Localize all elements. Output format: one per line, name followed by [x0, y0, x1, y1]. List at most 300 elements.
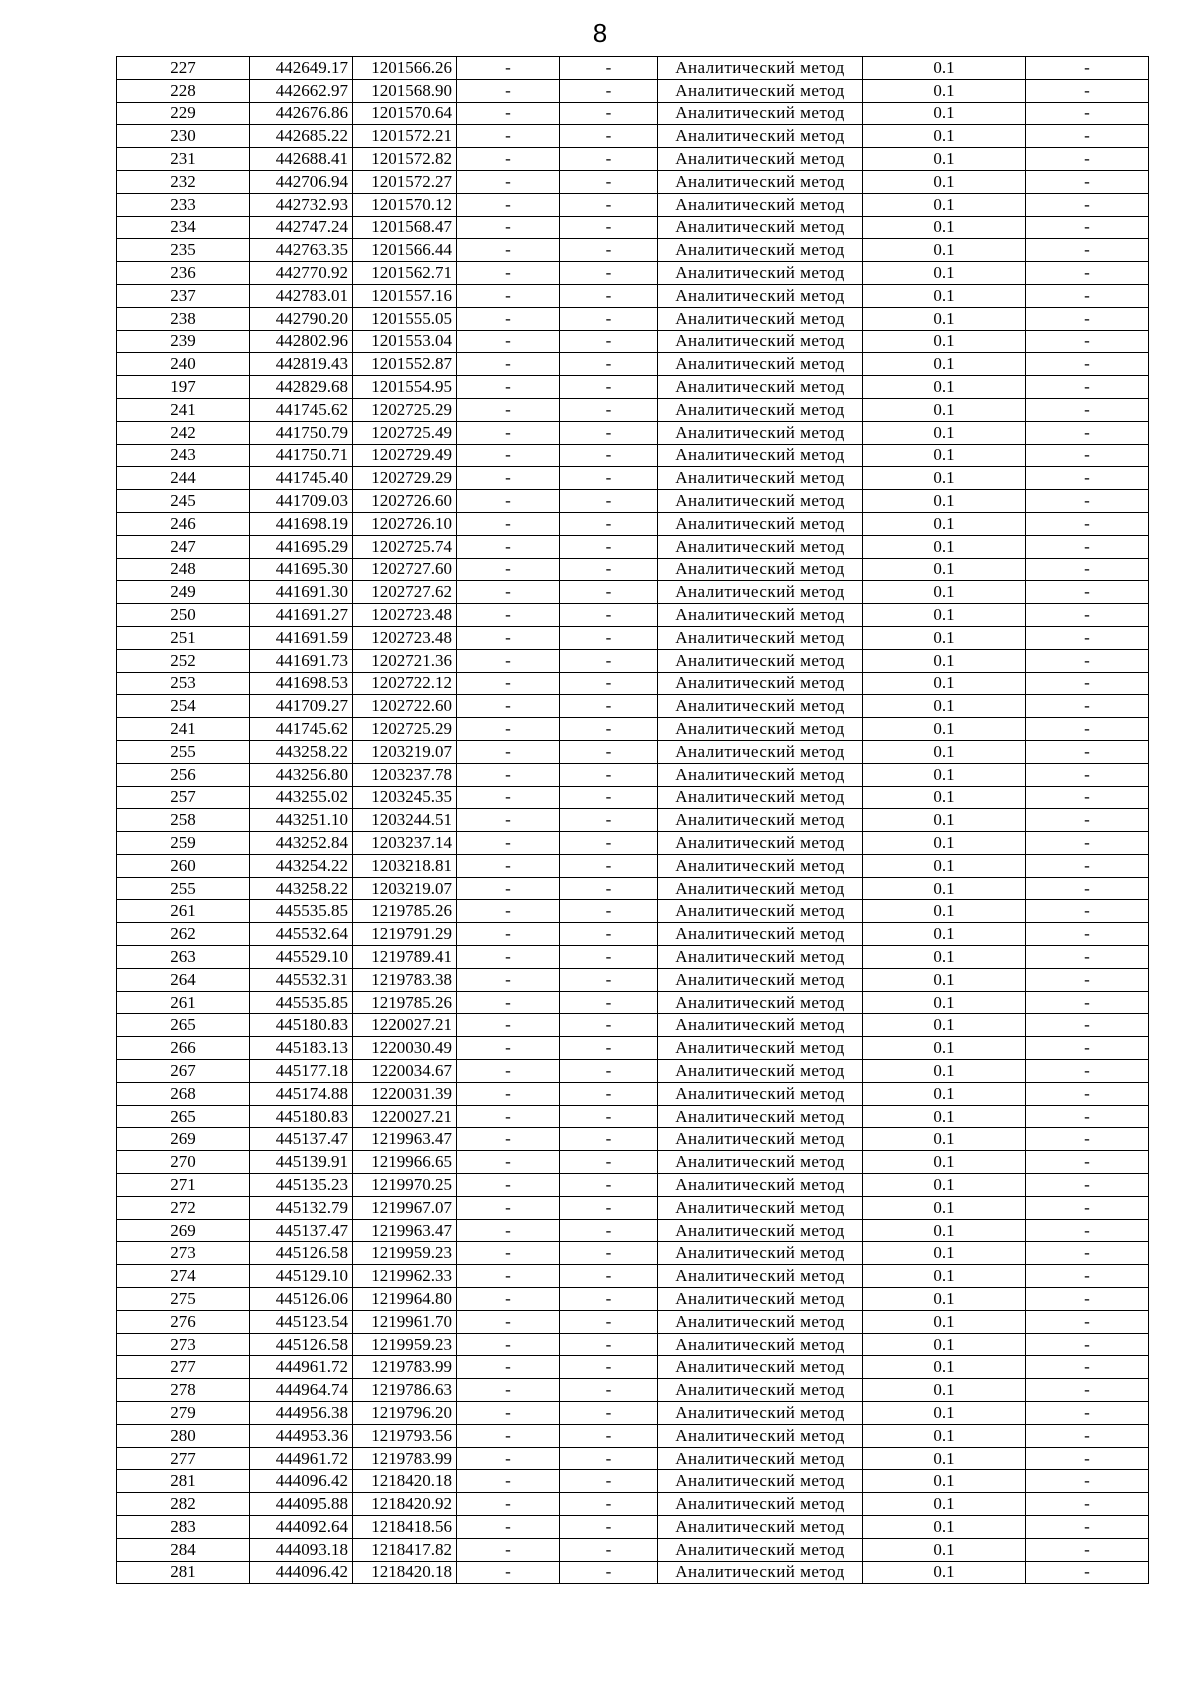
method-cell: Аналитический метод	[658, 125, 863, 148]
dash-cell: -	[1026, 809, 1149, 832]
dash-cell: -	[1026, 695, 1149, 718]
dash-cell: -	[1026, 1082, 1149, 1105]
accuracy-cell: 0.1	[863, 1265, 1026, 1288]
x-coordinate-cell: 443254.22	[250, 854, 353, 877]
x-coordinate-cell: 443258.22	[250, 877, 353, 900]
point-number-cell: 266	[117, 1037, 250, 1060]
table-row	[117, 832, 1149, 855]
x-coordinate-cell: 445174.88	[250, 1082, 353, 1105]
x-coordinate-cell: 442790.20	[250, 307, 353, 330]
dash-cell: -	[560, 1151, 658, 1174]
dash-cell: -	[560, 1356, 658, 1379]
method-cell: Аналитический метод	[658, 444, 863, 467]
method-cell: Аналитический метод	[658, 398, 863, 421]
dash-cell: -	[1026, 1060, 1149, 1083]
dash-cell: -	[1026, 1151, 1149, 1174]
dash-cell: -	[1026, 467, 1149, 490]
accuracy-cell: 0.1	[863, 193, 1026, 216]
dash-cell: -	[1026, 1447, 1149, 1470]
dash-cell: -	[1026, 170, 1149, 193]
dash-cell: -	[560, 193, 658, 216]
point-number-cell: 280	[117, 1424, 250, 1447]
dash-cell: -	[1026, 558, 1149, 581]
point-number-cell: 255	[117, 877, 250, 900]
dash-cell: -	[560, 512, 658, 535]
method-cell: Аналитический метод	[658, 535, 863, 558]
table-row	[117, 1105, 1149, 1128]
point-number-cell: 271	[117, 1174, 250, 1197]
x-coordinate-cell: 444092.64	[250, 1516, 353, 1539]
accuracy-cell: 0.1	[863, 467, 1026, 490]
y-coordinate-cell: 1219789.41	[353, 946, 457, 969]
dash-cell: -	[560, 1402, 658, 1425]
accuracy-cell: 0.1	[863, 125, 1026, 148]
accuracy-cell: 0.1	[863, 604, 1026, 627]
dash-cell: -	[560, 626, 658, 649]
point-number-cell: 249	[117, 581, 250, 604]
dash-cell: -	[1026, 307, 1149, 330]
y-coordinate-cell: 1219970.25	[353, 1174, 457, 1197]
accuracy-cell: 0.1	[863, 854, 1026, 877]
accuracy-cell: 0.1	[863, 216, 1026, 239]
dash-cell: -	[1026, 1310, 1149, 1333]
dash-cell: -	[1026, 900, 1149, 923]
x-coordinate-cell: 445535.85	[250, 991, 353, 1014]
dash-cell: -	[457, 1333, 560, 1356]
x-coordinate-cell: 441745.40	[250, 467, 353, 490]
dash-cell: -	[457, 79, 560, 102]
table-row	[117, 877, 1149, 900]
method-cell: Аналитический метод	[658, 262, 863, 285]
dash-cell: -	[1026, 79, 1149, 102]
dash-cell: -	[560, 900, 658, 923]
table-row	[117, 1538, 1149, 1561]
dash-cell: -	[560, 1242, 658, 1265]
dash-cell: -	[560, 1538, 658, 1561]
y-coordinate-cell: 1202725.74	[353, 535, 457, 558]
method-cell: Аналитический метод	[658, 1151, 863, 1174]
table-row	[117, 1402, 1149, 1425]
dash-cell: -	[457, 1105, 560, 1128]
dash-cell: -	[560, 1470, 658, 1493]
method-cell: Аналитический метод	[658, 1310, 863, 1333]
y-coordinate-cell: 1202723.48	[353, 604, 457, 627]
accuracy-cell: 0.1	[863, 512, 1026, 535]
dash-cell: -	[560, 148, 658, 171]
y-coordinate-cell: 1218417.82	[353, 1538, 457, 1561]
dash-cell: -	[1026, 1538, 1149, 1561]
table-row	[117, 1037, 1149, 1060]
point-number-cell: 263	[117, 946, 250, 969]
dash-cell: -	[457, 490, 560, 513]
y-coordinate-cell: 1203219.07	[353, 740, 457, 763]
dash-cell: -	[457, 353, 560, 376]
point-number-cell: 247	[117, 535, 250, 558]
x-coordinate-cell: 445129.10	[250, 1265, 353, 1288]
method-cell: Аналитический метод	[658, 1014, 863, 1037]
table-row	[117, 1219, 1149, 1242]
accuracy-cell: 0.1	[863, 1516, 1026, 1539]
x-coordinate-cell: 445183.13	[250, 1037, 353, 1060]
table-row	[117, 193, 1149, 216]
accuracy-cell: 0.1	[863, 1402, 1026, 1425]
dash-cell: -	[560, 1447, 658, 1470]
x-coordinate-cell: 442706.94	[250, 170, 353, 193]
x-coordinate-cell: 443255.02	[250, 786, 353, 809]
dash-cell: -	[457, 284, 560, 307]
dash-cell: -	[1026, 649, 1149, 672]
method-cell: Аналитический метод	[658, 604, 863, 627]
point-number-cell: 254	[117, 695, 250, 718]
accuracy-cell: 0.1	[863, 1128, 1026, 1151]
y-coordinate-cell: 1201555.05	[353, 307, 457, 330]
table-row	[117, 1128, 1149, 1151]
method-cell: Аналитический метод	[658, 421, 863, 444]
accuracy-cell: 0.1	[863, 581, 1026, 604]
table-row	[117, 330, 1149, 353]
x-coordinate-cell: 441709.03	[250, 490, 353, 513]
dash-cell: -	[1026, 1470, 1149, 1493]
accuracy-cell: 0.1	[863, 626, 1026, 649]
dash-cell: -	[1026, 398, 1149, 421]
x-coordinate-cell: 444095.88	[250, 1493, 353, 1516]
dash-cell: -	[1026, 946, 1149, 969]
table-row	[117, 946, 1149, 969]
dash-cell: -	[457, 1242, 560, 1265]
dash-cell: -	[457, 558, 560, 581]
table-row	[117, 1310, 1149, 1333]
dash-cell: -	[1026, 923, 1149, 946]
table-row	[117, 1196, 1149, 1219]
y-coordinate-cell: 1201557.16	[353, 284, 457, 307]
x-coordinate-cell: 441750.71	[250, 444, 353, 467]
dash-cell: -	[457, 923, 560, 946]
dash-cell: -	[560, 809, 658, 832]
y-coordinate-cell: 1219964.80	[353, 1288, 457, 1311]
y-coordinate-cell: 1219962.33	[353, 1265, 457, 1288]
dash-cell: -	[1026, 1516, 1149, 1539]
x-coordinate-cell: 445137.47	[250, 1219, 353, 1242]
method-cell: Аналитический метод	[658, 900, 863, 923]
x-coordinate-cell: 443251.10	[250, 809, 353, 832]
dash-cell: -	[560, 239, 658, 262]
method-cell: Аналитический метод	[658, 991, 863, 1014]
dash-cell: -	[457, 1516, 560, 1539]
x-coordinate-cell: 442662.97	[250, 79, 353, 102]
y-coordinate-cell: 1201570.64	[353, 102, 457, 125]
point-number-cell: 275	[117, 1288, 250, 1311]
y-coordinate-cell: 1201572.82	[353, 148, 457, 171]
accuracy-cell: 0.1	[863, 284, 1026, 307]
table-row	[117, 467, 1149, 490]
y-coordinate-cell: 1219791.29	[353, 923, 457, 946]
point-number-cell: 244	[117, 467, 250, 490]
accuracy-cell: 0.1	[863, 900, 1026, 923]
method-cell: Аналитический метод	[658, 1333, 863, 1356]
method-cell: Аналитический метод	[658, 193, 863, 216]
dash-cell: -	[457, 1037, 560, 1060]
dash-cell: -	[1026, 216, 1149, 239]
table-row	[117, 376, 1149, 399]
y-coordinate-cell: 1219963.47	[353, 1219, 457, 1242]
method-cell: Аналитический метод	[658, 558, 863, 581]
y-coordinate-cell: 1202722.60	[353, 695, 457, 718]
y-coordinate-cell: 1219793.56	[353, 1424, 457, 1447]
table-row	[117, 239, 1149, 262]
dash-cell: -	[560, 1288, 658, 1311]
method-cell: Аналитический метод	[658, 512, 863, 535]
point-number-cell: 277	[117, 1356, 250, 1379]
point-number-cell: 251	[117, 626, 250, 649]
point-number-cell: 240	[117, 353, 250, 376]
dash-cell: -	[1026, 444, 1149, 467]
point-number-cell: 241	[117, 398, 250, 421]
dash-cell: -	[1026, 1561, 1149, 1584]
dash-cell: -	[457, 307, 560, 330]
accuracy-cell: 0.1	[863, 1014, 1026, 1037]
y-coordinate-cell: 1219783.99	[353, 1447, 457, 1470]
table-row	[117, 854, 1149, 877]
y-coordinate-cell: 1219959.23	[353, 1333, 457, 1356]
table-row	[117, 1082, 1149, 1105]
x-coordinate-cell: 443252.84	[250, 832, 353, 855]
y-coordinate-cell: 1201572.27	[353, 170, 457, 193]
y-coordinate-cell: 1219783.99	[353, 1356, 457, 1379]
x-coordinate-cell: 441691.27	[250, 604, 353, 627]
y-coordinate-cell: 1218420.18	[353, 1561, 457, 1584]
accuracy-cell: 0.1	[863, 79, 1026, 102]
table-row	[117, 1288, 1149, 1311]
method-cell: Аналитический метод	[658, 1128, 863, 1151]
dash-cell: -	[1026, 1105, 1149, 1128]
point-number-cell: 248	[117, 558, 250, 581]
accuracy-cell: 0.1	[863, 1060, 1026, 1083]
x-coordinate-cell: 442685.22	[250, 125, 353, 148]
table-row	[117, 421, 1149, 444]
dash-cell: -	[1026, 968, 1149, 991]
dash-cell: -	[1026, 832, 1149, 855]
y-coordinate-cell: 1203244.51	[353, 809, 457, 832]
accuracy-cell: 0.1	[863, 558, 1026, 581]
x-coordinate-cell: 445135.23	[250, 1174, 353, 1197]
dash-cell: -	[560, 102, 658, 125]
point-number-cell: 232	[117, 170, 250, 193]
dash-cell: -	[560, 604, 658, 627]
table-row	[117, 1493, 1149, 1516]
point-number-cell: 265	[117, 1105, 250, 1128]
accuracy-cell: 0.1	[863, 1196, 1026, 1219]
dash-cell: -	[457, 1470, 560, 1493]
dash-cell: -	[1026, 102, 1149, 125]
table-row	[117, 125, 1149, 148]
dash-cell: -	[1026, 193, 1149, 216]
x-coordinate-cell: 444964.74	[250, 1379, 353, 1402]
method-cell: Аналитический метод	[658, 1561, 863, 1584]
table-row	[117, 786, 1149, 809]
dash-cell: -	[560, 1128, 658, 1151]
table-row	[117, 900, 1149, 923]
dash-cell: -	[560, 649, 658, 672]
point-number-cell: 282	[117, 1493, 250, 1516]
accuracy-cell: 0.1	[863, 1493, 1026, 1516]
table-row	[117, 1516, 1149, 1539]
accuracy-cell: 0.1	[863, 1242, 1026, 1265]
table-body	[117, 57, 1149, 1584]
method-cell: Аналитический метод	[658, 1196, 863, 1219]
point-number-cell: 227	[117, 57, 250, 80]
y-coordinate-cell: 1220031.39	[353, 1082, 457, 1105]
dash-cell: -	[457, 1402, 560, 1425]
dash-cell: -	[560, 262, 658, 285]
dash-cell: -	[1026, 740, 1149, 763]
dash-cell: -	[457, 421, 560, 444]
x-coordinate-cell: 442747.24	[250, 216, 353, 239]
y-coordinate-cell: 1220027.21	[353, 1105, 457, 1128]
accuracy-cell: 0.1	[863, 330, 1026, 353]
dash-cell: -	[1026, 1288, 1149, 1311]
dash-cell: -	[560, 763, 658, 786]
x-coordinate-cell: 442770.92	[250, 262, 353, 285]
accuracy-cell: 0.1	[863, 946, 1026, 969]
dash-cell: -	[1026, 284, 1149, 307]
dash-cell: -	[457, 877, 560, 900]
accuracy-cell: 0.1	[863, 1174, 1026, 1197]
accuracy-cell: 0.1	[863, 923, 1026, 946]
x-coordinate-cell: 441750.79	[250, 421, 353, 444]
table-row	[117, 148, 1149, 171]
dash-cell: -	[560, 1105, 658, 1128]
dash-cell: -	[457, 1082, 560, 1105]
accuracy-cell: 0.1	[863, 170, 1026, 193]
table-row	[117, 809, 1149, 832]
point-number-cell: 269	[117, 1128, 250, 1151]
dash-cell: -	[1026, 991, 1149, 1014]
method-cell: Аналитический метод	[658, 1447, 863, 1470]
method-cell: Аналитический метод	[658, 1265, 863, 1288]
dash-cell: -	[560, 330, 658, 353]
method-cell: Аналитический метод	[658, 1219, 863, 1242]
method-cell: Аналитический метод	[658, 1470, 863, 1493]
point-number-cell: 228	[117, 79, 250, 102]
x-coordinate-cell: 441709.27	[250, 695, 353, 718]
dash-cell: -	[560, 740, 658, 763]
dash-cell: -	[457, 1288, 560, 1311]
point-number-cell: 253	[117, 672, 250, 695]
y-coordinate-cell: 1201566.26	[353, 57, 457, 80]
method-cell: Аналитический метод	[658, 740, 863, 763]
method-cell: Аналитический метод	[658, 832, 863, 855]
point-number-cell: 233	[117, 193, 250, 216]
point-number-cell: 242	[117, 421, 250, 444]
point-number-cell: 276	[117, 1310, 250, 1333]
y-coordinate-cell: 1203237.14	[353, 832, 457, 855]
table-row	[117, 763, 1149, 786]
method-cell: Аналитический метод	[658, 718, 863, 741]
point-number-cell: 258	[117, 809, 250, 832]
dash-cell: -	[560, 832, 658, 855]
dash-cell: -	[457, 1151, 560, 1174]
x-coordinate-cell: 444961.72	[250, 1447, 353, 1470]
point-number-cell: 245	[117, 490, 250, 513]
point-number-cell: 250	[117, 604, 250, 627]
accuracy-cell: 0.1	[863, 1447, 1026, 1470]
dash-cell: -	[457, 1196, 560, 1219]
dash-cell: -	[1026, 239, 1149, 262]
dash-cell: -	[457, 1060, 560, 1083]
y-coordinate-cell: 1219961.70	[353, 1310, 457, 1333]
dash-cell: -	[560, 1516, 658, 1539]
method-cell: Аналитический метод	[658, 353, 863, 376]
dash-cell: -	[457, 444, 560, 467]
point-number-cell: 265	[117, 1014, 250, 1037]
point-number-cell: 283	[117, 1516, 250, 1539]
dash-cell: -	[1026, 763, 1149, 786]
y-coordinate-cell: 1203245.35	[353, 786, 457, 809]
dash-cell: -	[1026, 376, 1149, 399]
dash-cell: -	[1026, 626, 1149, 649]
method-cell: Аналитический метод	[658, 626, 863, 649]
table-row	[117, 1174, 1149, 1197]
accuracy-cell: 0.1	[863, 1561, 1026, 1584]
x-coordinate-cell: 442649.17	[250, 57, 353, 80]
dash-cell: -	[560, 581, 658, 604]
point-number-cell: 237	[117, 284, 250, 307]
dash-cell: -	[1026, 57, 1149, 80]
y-coordinate-cell: 1202729.29	[353, 467, 457, 490]
dash-cell: -	[457, 672, 560, 695]
table-row	[117, 216, 1149, 239]
dash-cell: -	[1026, 421, 1149, 444]
dash-cell: -	[560, 1310, 658, 1333]
y-coordinate-cell: 1219796.20	[353, 1402, 457, 1425]
method-cell: Аналитический метод	[658, 490, 863, 513]
point-number-cell: 252	[117, 649, 250, 672]
dash-cell: -	[457, 330, 560, 353]
dash-cell: -	[457, 535, 560, 558]
accuracy-cell: 0.1	[863, 1333, 1026, 1356]
point-number-cell: 230	[117, 125, 250, 148]
point-number-cell: 281	[117, 1470, 250, 1493]
table-row	[117, 490, 1149, 513]
x-coordinate-cell: 444096.42	[250, 1470, 353, 1493]
accuracy-cell: 0.1	[863, 718, 1026, 741]
dash-cell: -	[457, 148, 560, 171]
dash-cell: -	[560, 79, 658, 102]
y-coordinate-cell: 1202723.48	[353, 626, 457, 649]
table-row	[117, 1151, 1149, 1174]
method-cell: Аналитический метод	[658, 923, 863, 946]
table-row	[117, 626, 1149, 649]
point-number-cell: 262	[117, 923, 250, 946]
dash-cell: -	[457, 1310, 560, 1333]
y-coordinate-cell: 1202729.49	[353, 444, 457, 467]
accuracy-cell: 0.1	[863, 809, 1026, 832]
y-coordinate-cell: 1201568.47	[353, 216, 457, 239]
y-coordinate-cell: 1220027.21	[353, 1014, 457, 1037]
x-coordinate-cell: 442819.43	[250, 353, 353, 376]
y-coordinate-cell: 1219785.26	[353, 900, 457, 923]
method-cell: Аналитический метод	[658, 170, 863, 193]
dash-cell: -	[560, 421, 658, 444]
point-number-cell: 284	[117, 1538, 250, 1561]
dash-cell: -	[560, 398, 658, 421]
table-row	[117, 170, 1149, 193]
accuracy-cell: 0.1	[863, 1288, 1026, 1311]
dash-cell: -	[457, 216, 560, 239]
dash-cell: -	[560, 1219, 658, 1242]
point-number-cell: 272	[117, 1196, 250, 1219]
point-number-cell: 243	[117, 444, 250, 467]
